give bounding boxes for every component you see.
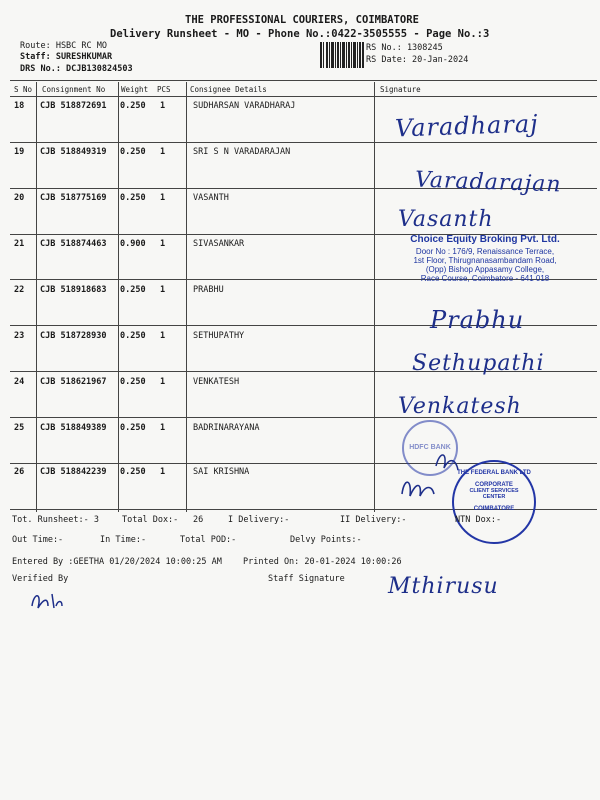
row-sno: 19 [14,147,25,157]
row-weight: 0.250 [120,285,146,295]
col-header-consignment: Consignment No [42,85,106,94]
row-sno: 18 [14,101,25,111]
verifier-signature [28,588,64,612]
runsheet-title: Delivery Runsheet - MO - Phone No.:0422-3505555 - Page No.:3 [110,28,490,40]
bank-stamp-outer: THE FEDERAL BANK LTD [457,470,531,476]
row-sno: 26 [14,467,25,477]
total-dox-value: 26 [193,515,204,525]
bank-stamp-inner: CENTER [482,494,506,500]
stamp-address-line: Door No : 176/9, Renaissance Terrace, [415,247,555,256]
out-time: Out Time:- [12,535,64,545]
row-pcs: 1 [160,147,166,157]
entered-by: Entered By :GEETHA 01/20/2024 10:00:25 AM [12,557,222,567]
table-header-border [10,96,597,97]
row-consignee: PRABHU [193,285,224,295]
signature-row-18: Varadharaj [394,109,540,143]
row-consignment: CJB 518842239 [40,467,107,477]
row-consignment: CJB 518621967 [40,377,107,387]
col-header-sno: S No [14,85,33,94]
row-pcs: 1 [160,101,166,111]
row-consignee: SETHUPATHY [193,331,245,341]
route-label: Route: HSBC RC MO [20,41,107,51]
staff-signature: Mthirusu [388,574,499,599]
total-pod: Total POD:- [180,535,237,545]
row-consignment: CJB 518872691 [40,101,107,111]
row-weight: 0.250 [120,467,146,477]
federal-bank-stamp [452,460,536,544]
bank-stamp-inner: CORPORATE [475,482,513,488]
row-weight: 0.250 [120,193,146,203]
delivery-points: Delvy Points:- [290,535,362,545]
stamp-address-line: (Opp) Bishop Appasamy College, [425,265,545,274]
row-consignment: CJB 518849319 [40,147,107,157]
stamp-address-line: Race Course, Coimbatore - 641 018 [420,274,550,283]
row-consignee: SAI KRISHNA [193,467,250,477]
verified-by-label: Verified By [12,574,69,584]
company-stamp [376,234,594,283]
row-sno: 20 [14,193,25,203]
signature-scribble-row-26 [398,472,438,502]
signature-row-22: Prabhu [430,306,525,334]
printed-on: Printed On: 20-01-2024 10:00:26 [243,557,402,567]
row-weight: 0.250 [120,377,146,387]
rs-number: RS No.: 1308245 [366,43,443,53]
row-weight: 0.900 [120,239,146,249]
row-pcs: 1 [160,239,166,249]
column-divider [118,82,119,512]
signature-row-19: Varadarajan [414,167,562,198]
staff-label: Staff: SURESHKUMAR [20,52,113,62]
row-consignee: VENKATESH [193,377,240,387]
ntn-dox: NTN Dox:- [455,515,502,525]
row-divider [10,142,597,143]
rs-date: RS Date: 20-Jan-2024 [366,55,469,65]
stamp-address-line: 1st Floor, Thirugnanasambandam Road, [413,256,557,265]
hdfc-stamp: HDFC BANK [402,420,458,476]
row-pcs: 1 [160,193,166,203]
row-pcs: 1 [160,377,166,387]
in-time: In Time:- [100,535,147,545]
row-consignment: CJB 518849389 [40,423,107,433]
bank-stamp-inner: CLIENT SERVICES [469,488,519,494]
row-pcs: 1 [160,331,166,341]
row-weight: 0.250 [120,423,146,433]
column-divider [36,82,37,512]
total-runsheet: Tot. Runsheet:- 3 [12,515,99,525]
row-weight: 0.250 [120,331,146,341]
row-consignment: CJB 518775169 [40,193,107,203]
row-consignment: CJB 518728930 [40,331,107,341]
row-consignee: SIVASANKAR [193,239,245,249]
row-consignee: VASANTH [193,193,229,203]
i-delivery: I Delivery:- [228,515,290,525]
barcode-icon [320,42,364,68]
row-sno: 21 [14,239,25,249]
signature-row-20: Vasanth [398,207,494,232]
table-top-border [10,80,597,81]
signature-row-23: Sethupathi [412,351,545,376]
row-consignment: CJB 518874463 [40,239,107,249]
staff-signature-label: Staff Signature [268,574,345,584]
row-sno: 22 [14,285,25,295]
ii-delivery: II Delivery:- [340,515,407,525]
drs-label: DRS No.: DCJB130824503 [20,64,133,74]
column-divider [186,82,187,512]
row-weight: 0.250 [120,101,146,111]
row-sno: 25 [14,423,25,433]
col-header-signature: Signature [380,85,421,94]
row-consignee: SUDHARSAN VARADHARAJ [193,101,296,111]
row-pcs: 1 [160,285,166,295]
bank-stamp-bottom: COIMBATORE [473,506,515,512]
company-title: THE PROFESSIONAL COURIERS, COIMBATORE [185,14,419,26]
column-divider [374,82,375,512]
signature-row-24: Venkatesh [398,394,522,419]
row-consignee: SRI S N VARADARAJAN [193,147,291,157]
row-pcs: 1 [160,423,166,433]
row-pcs: 1 [160,467,166,477]
col-header-pcs: PCS [157,85,171,94]
col-header-consignee: Consignee Details [190,85,267,94]
total-dox-label: Total Dox:- [122,515,179,525]
row-weight: 0.250 [120,147,146,157]
row-consignee: BADRINARAYANA [193,423,260,433]
col-header-weight: Weight [121,85,149,94]
row-sno: 24 [14,377,25,387]
row-consignment: CJB 518918683 [40,285,107,295]
stamp-company-name: Choice Equity Broking Pvt. Ltd. [410,234,560,245]
row-sno: 23 [14,331,25,341]
